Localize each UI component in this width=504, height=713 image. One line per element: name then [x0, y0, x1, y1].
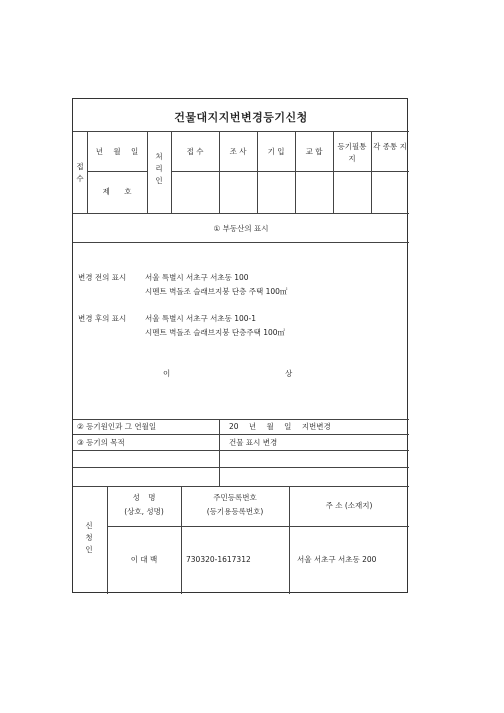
col-various-notice: 각 종통 지: [373, 142, 407, 151]
divider: [171, 171, 409, 172]
divider: [257, 131, 258, 213]
applicant-id: 730320-1617312: [186, 555, 251, 564]
after-label: 변경 후의 표시: [78, 314, 127, 323]
divider: [147, 131, 148, 213]
col-entry: 기 입: [267, 147, 285, 156]
divider: [181, 486, 182, 594]
divider: [73, 131, 409, 132]
name-header-sub: (상호, 성명): [124, 507, 164, 516]
id-header: 주민등록번호: [213, 493, 257, 502]
id-header-sub: (등기용등록번호): [206, 507, 264, 516]
divider: [87, 171, 147, 172]
divider: [295, 131, 296, 213]
divider: [371, 131, 372, 213]
date-label: 년 월 일: [95, 147, 139, 156]
col-completion-notice: 등기필통 지: [337, 142, 367, 163]
divider: [73, 419, 409, 420]
number-label: 제 호: [102, 187, 132, 196]
registration-form: [72, 98, 408, 593]
processor-label: 처리인: [155, 152, 163, 185]
applicant-side-label: 신청인: [85, 521, 93, 554]
address-header: 주 소 (소재지): [325, 501, 373, 510]
name-header: 성 명: [132, 493, 156, 502]
cause-label: ② 등기원인과 그 연월일: [77, 422, 157, 431]
after-address: 서울 특별시 서초구 서초동 100-1: [145, 314, 257, 323]
divider: [219, 131, 220, 213]
receipt-side-label: 접수: [76, 162, 84, 183]
end-marker-right: 상: [285, 369, 293, 378]
before-address: 서울 특별시 서초구 서초동 100: [145, 273, 249, 282]
divider: [73, 467, 409, 468]
end-marker-left: 이: [163, 369, 171, 378]
form-title: 건물대지지번변경등기신청: [174, 111, 308, 124]
purpose-label: ③ 등기의 목적: [77, 438, 125, 447]
after-structure: 시멘트 벽돌조 슬래브지붕 단층주택 100㎡: [145, 328, 286, 337]
purpose-value: 건물 표시 변경: [229, 438, 278, 447]
cause-value: 20 년 월 일 지번변경: [229, 422, 331, 431]
divider: [73, 450, 409, 451]
before-label: 변경 전의 표시: [78, 273, 127, 282]
applicant-name: 이 대 백: [130, 555, 158, 564]
divider: [87, 131, 88, 213]
col-receipt: 접 수: [186, 147, 204, 156]
property-header: ① 부동산의 표시: [213, 224, 269, 233]
divider: [171, 131, 172, 213]
col-investigation: 조 사: [229, 147, 247, 156]
divider: [107, 486, 108, 594]
divider: [333, 131, 334, 213]
divider: [73, 434, 409, 435]
divider: [107, 526, 409, 527]
divider: [73, 242, 409, 243]
divider: [73, 213, 409, 214]
divider: [73, 486, 409, 487]
applicant-address: 서울 서초구 서초동 200: [297, 555, 377, 564]
before-structure: 시멘트 벽돌조 슬래브지붕 단층 주택 100㎡: [145, 287, 288, 296]
divider: [219, 419, 220, 486]
col-collation: 교 합: [305, 147, 323, 156]
